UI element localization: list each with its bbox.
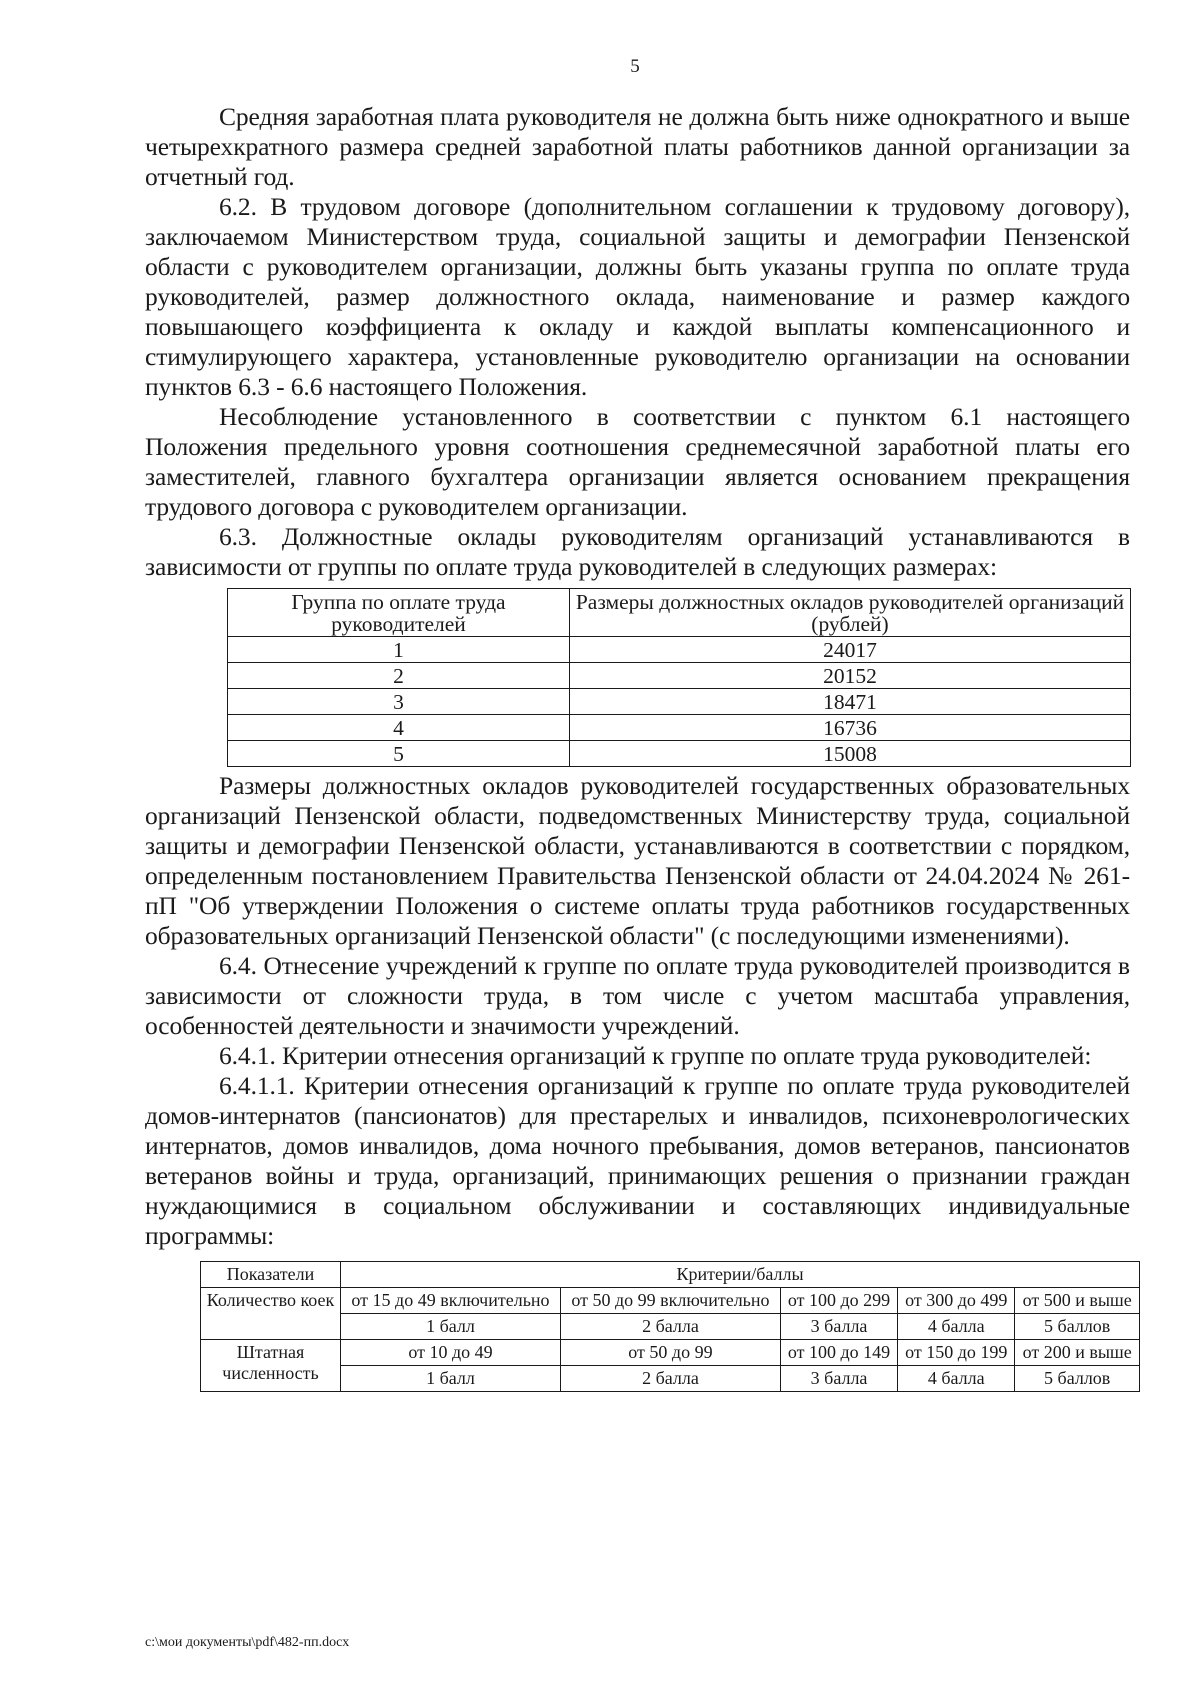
range-cell: от 300 до 499 bbox=[898, 1288, 1015, 1314]
file-path-footer: c:\мои документы\pdf\482-пп.docx bbox=[145, 1635, 350, 1650]
paragraph-education-salaries: Размеры должностных окладов руководителей государственных образовательных организаций Пензенской области, подведомственных Министерству труда, социальной защиты и демографии Пензенской области, устанавливаются в соответствии с порядком, определенным постановлением Правительства Пензенской области от 24.04.2024 № 261-пП "Об утверждении Положения о системе оплаты труда работников государственных образовательных организаций Пензенской области" (с последующими изменениями). bbox=[145, 771, 1130, 950]
header-salary-size: Размеры должностных окладов руководителей организаций (рублей) bbox=[570, 589, 1131, 637]
table-row bbox=[228, 637, 1131, 663]
salary-cell: 15008 bbox=[570, 741, 1131, 767]
paragraph-6-4-1: 6.4.1. Критерии отнесения организаций к группе по оплате труда руководителей: bbox=[219, 1041, 1092, 1070]
group-cell: 1 bbox=[228, 637, 570, 663]
table-row bbox=[228, 741, 1131, 767]
range-cell: от 200 и выше bbox=[1015, 1340, 1140, 1366]
table-row bbox=[228, 715, 1131, 741]
range-cell: от 10 до 49 bbox=[341, 1340, 561, 1366]
indicator-staff: Штатная численность bbox=[201, 1340, 341, 1392]
group-cell: 4 bbox=[228, 715, 570, 741]
points-cell: 5 баллов bbox=[1015, 1366, 1140, 1392]
salary-table-header bbox=[228, 589, 1131, 637]
group-cell: 5 bbox=[228, 741, 570, 767]
points-cell: 1 балл bbox=[341, 1314, 561, 1340]
points-cell: 4 балла bbox=[898, 1314, 1015, 1340]
points-cell: 3 балла bbox=[780, 1366, 897, 1392]
criteria-table bbox=[200, 1261, 1140, 1392]
range-cell: от 50 до 99 включительно bbox=[560, 1288, 780, 1314]
paragraph-6-2: 6.2. В трудовом договоре (дополнительном соглашении к трудовому договору), заключаемом Министерством труда, социальной защиты и демографии Пензенской области с руководителем организации, должны быть указаны группа по оплате труда руководителей, размер должностного оклада, наименование и размер каждого повышающего коэффициента к окладу и каждой выплаты компенсационного и стимулирующего характера, установленные руководителю организации на основании пунктов 6.3 - 6.6 настоящего Положения. bbox=[145, 192, 1130, 401]
salary-table bbox=[227, 588, 1131, 767]
paragraph-6-4: 6.4. Отнесение учреждений к группе по оплате труда руководителей производится в зависимости от сложности труда, в том числе с учетом масштаба управления, особенностей деятельности и значимости учреждений. bbox=[145, 951, 1130, 1040]
page-number: 5 bbox=[630, 56, 640, 77]
points-cell: 3 балла bbox=[780, 1314, 897, 1340]
salary-cell: 24017 bbox=[570, 637, 1131, 663]
points-cell: 5 баллов bbox=[1015, 1314, 1140, 1340]
paragraph-6-3: 6.3. Должностные оклады руководителям организаций устанавливаются в зависимости от группы по оплате труда руководителей в следующих размерах: bbox=[145, 522, 1130, 581]
table-row bbox=[201, 1314, 1140, 1340]
salary-cell: 20152 bbox=[570, 663, 1131, 689]
range-cell: от 100 до 299 bbox=[780, 1288, 897, 1314]
document-body bbox=[145, 102, 1130, 1392]
criteria-table-header bbox=[201, 1262, 1140, 1288]
table-row bbox=[228, 689, 1131, 715]
range-cell: от 150 до 199 bbox=[898, 1340, 1015, 1366]
salary-cell: 16736 bbox=[570, 715, 1131, 741]
paragraph-noncompliance: Несоблюдение установленного в соответствии с пунктом 6.1 настоящего Положения предельного уровня соотношения среднемесячной заработной платы его заместителей, главного бухгалтера организации является основанием прекращения трудового договора с руководителем организации. bbox=[145, 402, 1130, 521]
points-cell: 2 балла bbox=[560, 1366, 780, 1392]
paragraph-avg-salary: Средняя заработная плата руководителя не должна быть ниже однократного и выше четырехкратного размера средней заработной платы работников данной организации за отчетный год. bbox=[145, 102, 1130, 191]
range-cell: от 100 до 149 bbox=[780, 1340, 897, 1366]
header-criteria: Критерии/баллы bbox=[341, 1262, 1140, 1288]
indicator-beds: Количество коек bbox=[201, 1288, 341, 1340]
table-row bbox=[201, 1340, 1140, 1366]
table-row bbox=[201, 1288, 1140, 1314]
range-cell: от 50 до 99 bbox=[560, 1340, 780, 1366]
paragraph-6-4-1-1: 6.4.1.1. Критерии отнесения организаций к группе по оплате труда руководителей домов-интернатов (пансионатов) для престарелых и инвалидов, психоневрологических интернатов, домов инвалидов, дома ночного пребывания, домов ветеранов, пансионатов ветеранов войны и труда, организаций, принимающих решения о признании граждан нуждающимися в социальном обслуживании и составляющих индивидуальные программы: bbox=[145, 1071, 1130, 1250]
header-group: Группа по оплате труда руководителей bbox=[228, 589, 570, 637]
points-cell: 2 балла bbox=[560, 1314, 780, 1340]
salary-cell: 18471 bbox=[570, 689, 1131, 715]
points-cell: 4 балла bbox=[898, 1366, 1015, 1392]
points-cell: 1 балл bbox=[341, 1366, 561, 1392]
table-row bbox=[201, 1366, 1140, 1392]
range-cell: от 500 и выше bbox=[1015, 1288, 1140, 1314]
range-cell: от 15 до 49 включительно bbox=[341, 1288, 561, 1314]
group-cell: 3 bbox=[228, 689, 570, 715]
header-indicators: Показатели bbox=[201, 1262, 341, 1288]
group-cell: 2 bbox=[228, 663, 570, 689]
table-row bbox=[228, 663, 1131, 689]
